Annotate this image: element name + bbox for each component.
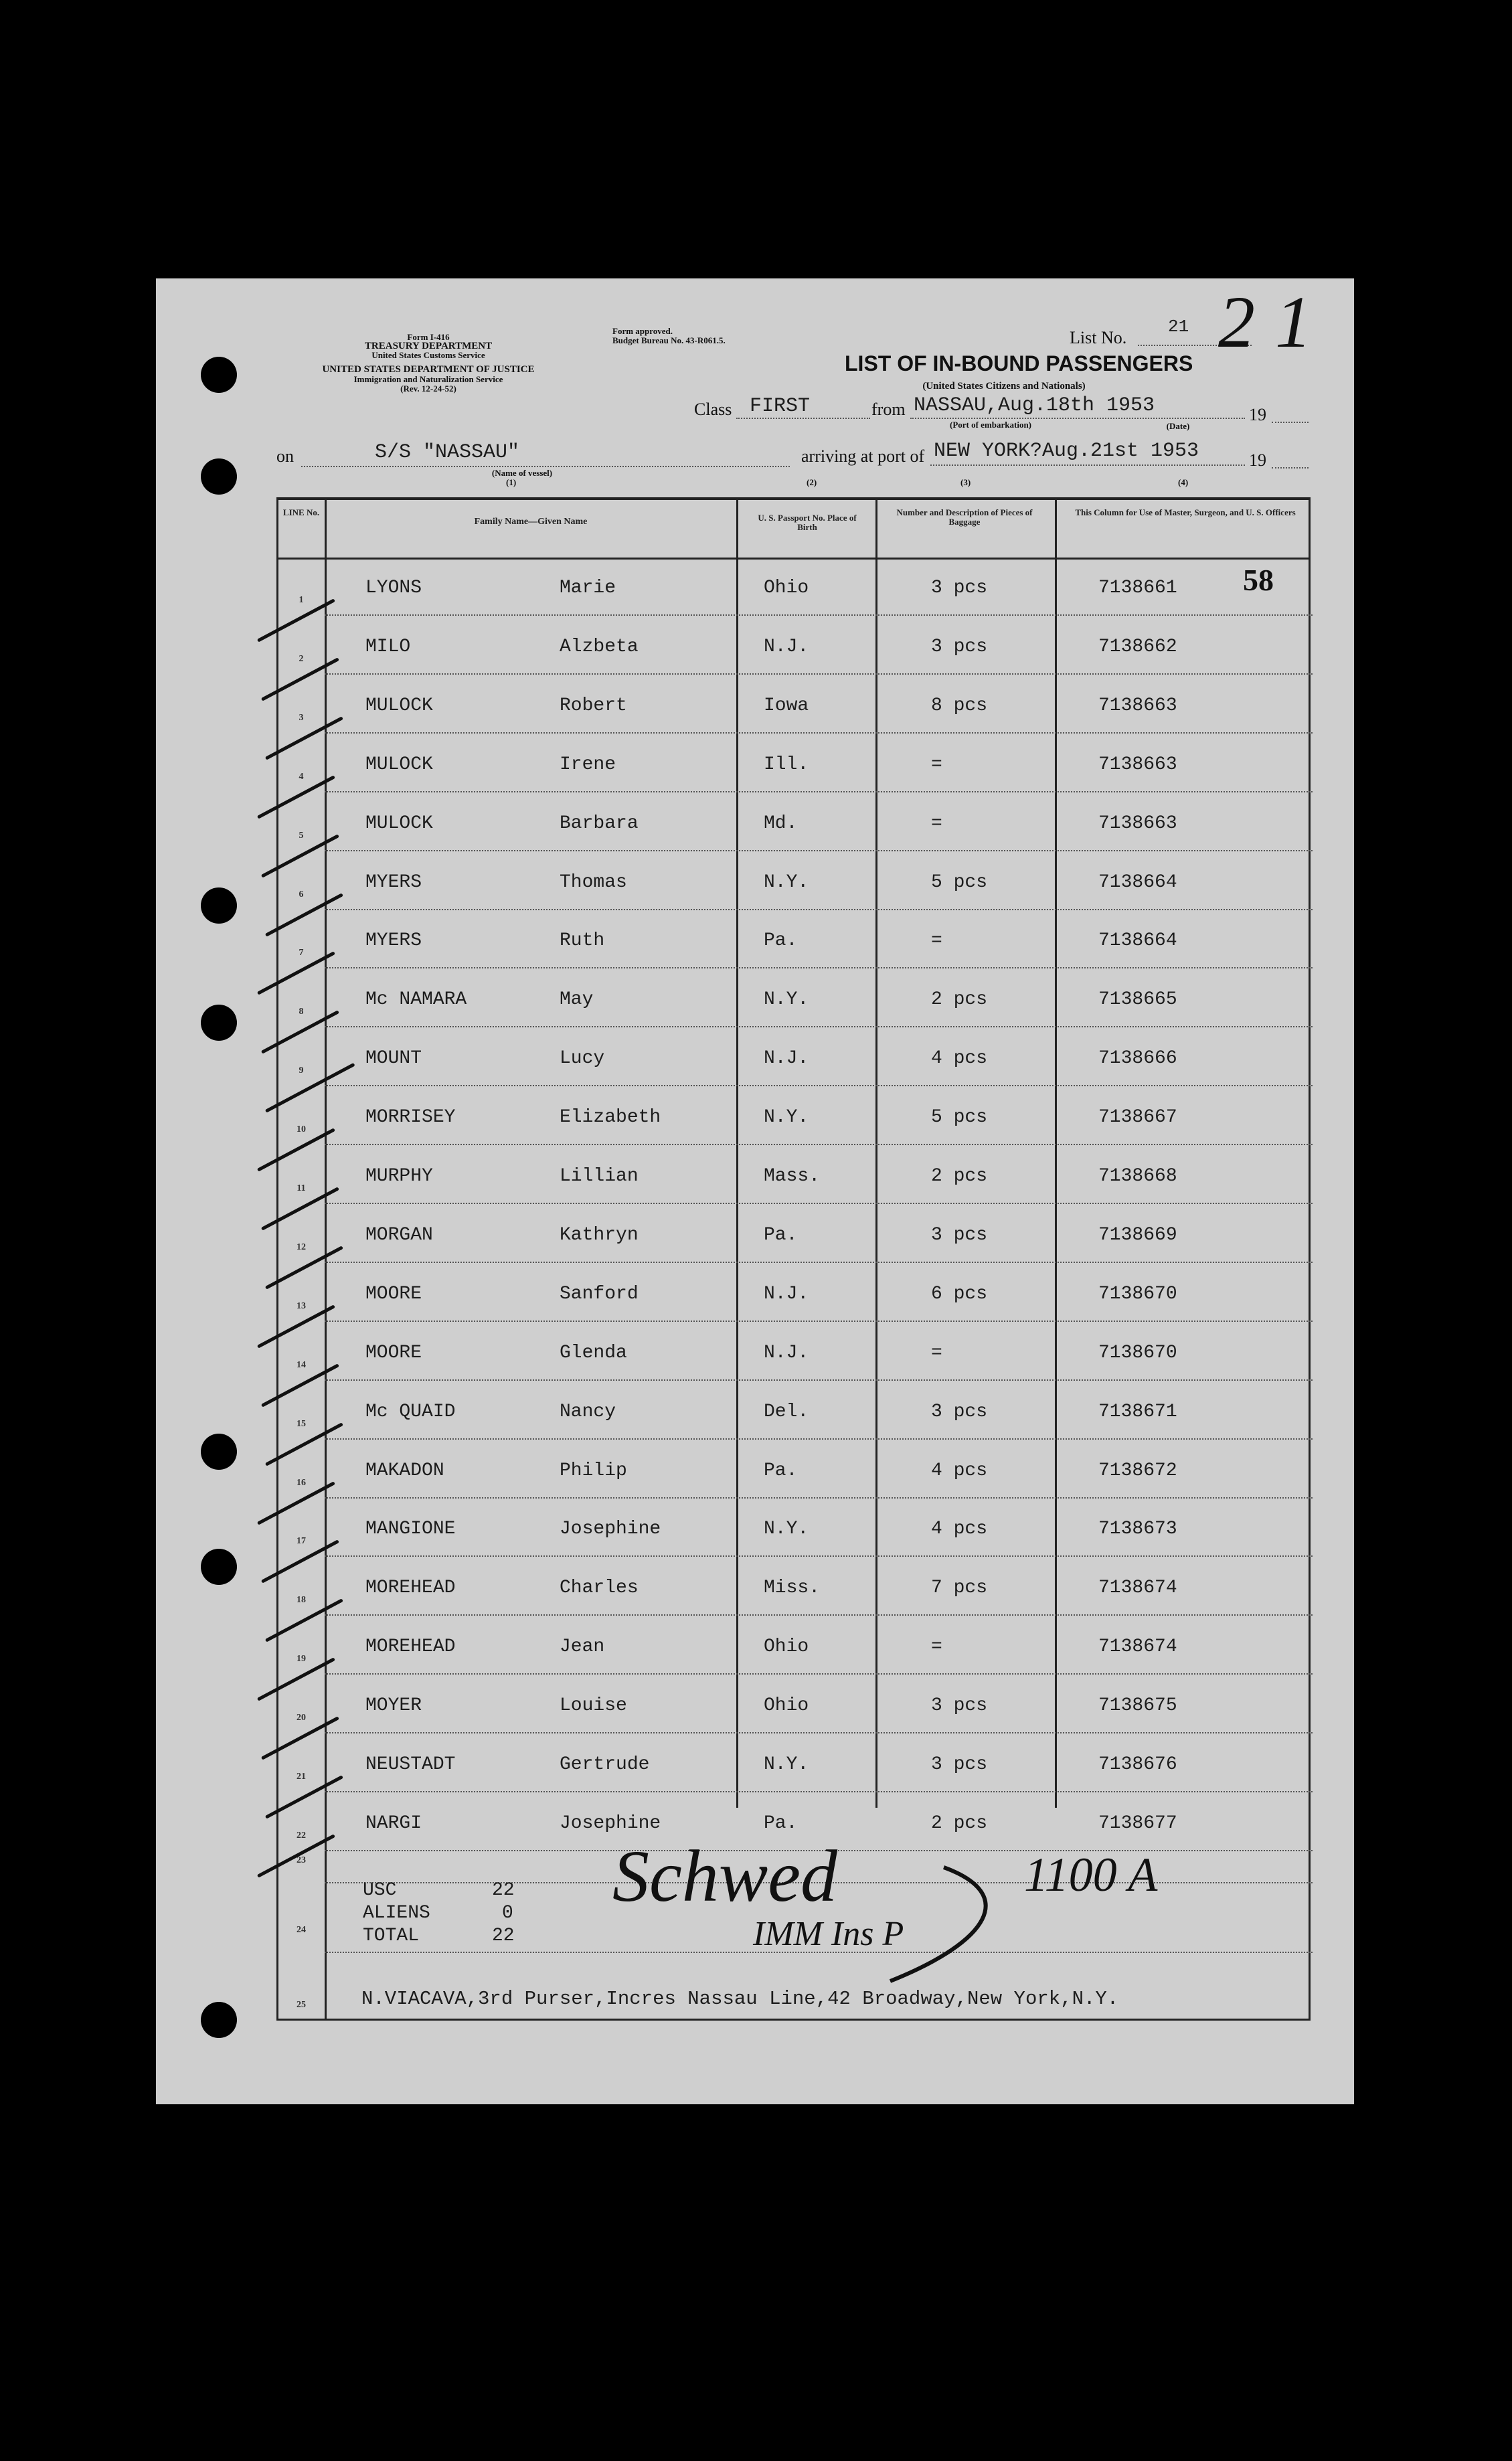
line-number: 20	[297, 1713, 306, 1723]
passenger-number: 7138666	[1098, 1048, 1177, 1070]
baggage: 4 pcs	[931, 1048, 988, 1070]
passenger-number: 7138675	[1098, 1695, 1177, 1717]
punch-hole	[201, 357, 237, 393]
baggage: 3 pcs	[931, 1401, 988, 1422]
arrival-year-label: 19	[1249, 450, 1266, 470]
form-subtitle: (United States Citizens and Nationals)	[922, 381, 1086, 392]
table-row	[278, 1087, 1313, 1145]
passenger-number: 7138670	[1098, 1283, 1177, 1304]
place-of-birth: Pa.	[764, 1224, 798, 1246]
line-number: 23	[297, 1855, 306, 1865]
family-name: MOREHEAD	[365, 1578, 456, 1599]
table-row	[278, 969, 1313, 1027]
given-name: Lucy	[560, 1048, 605, 1070]
family-name: NEUSTADT	[365, 1754, 456, 1775]
given-name: Marie	[560, 578, 616, 598]
table-row	[278, 910, 1313, 968]
passenger-number: 7138663	[1098, 754, 1177, 775]
given-name: Thomas	[560, 871, 627, 893]
baggage: 5 pcs	[931, 871, 988, 893]
line-number: 1	[299, 595, 304, 605]
baggage: 3 pcs	[931, 578, 988, 598]
arriving-label: arriving at port of	[801, 446, 925, 466]
baggage: 2 pcs	[931, 1812, 988, 1834]
place-of-birth: Pa.	[764, 930, 798, 952]
handwritten-annotation: 1100 A	[1024, 1848, 1158, 1901]
passenger-number: 7138664	[1098, 930, 1177, 952]
col-mark-3: (3)	[960, 477, 971, 487]
table-row	[278, 1557, 1313, 1616]
line-number: 13	[297, 1300, 306, 1311]
line-number: 17	[297, 1536, 306, 1547]
place-of-birth: Del.	[764, 1401, 809, 1422]
line-number: 14	[297, 1359, 306, 1370]
family-name: MOYER	[365, 1695, 422, 1717]
family-name: MULOCK	[365, 695, 433, 716]
line-number: 22	[297, 1830, 306, 1841]
table-row	[278, 616, 1313, 675]
from-value: NASSAU,Aug.18th 1953	[914, 394, 1155, 417]
passenger-number: 7138662	[1098, 636, 1177, 657]
passenger-number: 7138671	[1098, 1401, 1177, 1422]
col-mark-2: (2)	[807, 477, 817, 487]
place-of-birth: N.J.	[764, 1048, 809, 1070]
line-number: 9	[299, 1066, 304, 1076]
family-name: Mc NAMARA	[365, 989, 467, 1011]
table-row	[278, 1028, 1313, 1086]
table-row	[278, 675, 1313, 734]
passenger-number: 7138676	[1098, 1754, 1177, 1775]
family-name: MOUNT	[365, 1048, 422, 1070]
col-header-officers: This Column for Use of Master, Surgeon, and U. S. Officers	[1075, 507, 1296, 517]
table-row	[278, 1146, 1313, 1204]
passenger-number: 7138664	[1098, 871, 1177, 893]
table-row	[278, 1675, 1313, 1733]
line-number: 11	[297, 1183, 306, 1193]
family-name: MYERS	[365, 930, 422, 952]
place-of-birth: Pa.	[764, 1812, 798, 1834]
punch-hole	[201, 2002, 237, 2038]
col-header-line: LINE No.	[282, 507, 320, 517]
place-of-birth: Mass.	[764, 1166, 821, 1187]
baggage: =	[931, 1342, 942, 1363]
line-number: 21	[297, 1772, 306, 1782]
given-name: May	[560, 989, 594, 1011]
given-name: Louise	[560, 1695, 627, 1717]
place-of-birth: Md.	[764, 813, 798, 834]
line-number: 2	[299, 653, 304, 664]
family-name: MORGAN	[365, 1224, 433, 1246]
baggage: 4 pcs	[931, 1460, 988, 1481]
col-mark-1: (1)	[506, 477, 517, 487]
family-name: LYONS	[365, 578, 422, 598]
total-label: TOTAL	[363, 1926, 420, 1946]
given-name: Jean	[560, 1636, 605, 1658]
table-row	[278, 1616, 1313, 1675]
line-number: 8	[299, 1007, 304, 1017]
family-name: Mc QUAID	[365, 1401, 456, 1422]
place-of-birth: N.Y.	[764, 989, 809, 1011]
given-name: Ruth	[560, 930, 605, 952]
baggage: 3 pcs	[931, 636, 988, 657]
class-value: FIRST	[750, 395, 811, 418]
vessel-name: S/S "NASSAU"	[375, 441, 520, 464]
port-embark-label: (Port of embarkation)	[949, 420, 1032, 430]
line-number: 15	[297, 1418, 306, 1429]
table-row	[278, 1323, 1313, 1381]
form-number: Form I-416	[407, 332, 450, 342]
aliens-count: 0	[502, 1903, 513, 1924]
form-approved: Form approved.	[612, 326, 673, 336]
signature: Schwed	[612, 1835, 838, 1917]
list-no-value: 21	[1168, 317, 1189, 337]
family-name: MOORE	[365, 1283, 422, 1304]
punch-hole	[201, 458, 237, 495]
given-name: Josephine	[560, 1812, 661, 1834]
place-of-birth: Ohio	[764, 1695, 809, 1717]
usc-count: 22	[492, 1880, 515, 1901]
handwritten-list-no: 21	[1218, 281, 1332, 363]
passenger-number: 7138672	[1098, 1460, 1177, 1481]
col-mark-4: (4)	[1178, 477, 1189, 487]
justice-department: UNITED STATES DEPARTMENT OF JUSTICE	[322, 364, 535, 375]
vessel-label: (Name of vessel)	[491, 468, 553, 478]
baggage: =	[931, 813, 942, 834]
form-revision: (Rev. 12-24-52)	[400, 384, 456, 394]
passenger-table	[276, 497, 1311, 2021]
table-row	[278, 1264, 1313, 1322]
passenger-number: 7138665	[1098, 989, 1177, 1011]
extra-row	[278, 1953, 1313, 2021]
given-name: Lillian	[560, 1166, 639, 1187]
punch-hole	[201, 1549, 237, 1585]
line-number: 12	[297, 1242, 306, 1252]
baggage: 4 pcs	[931, 1519, 988, 1540]
passenger-number: 7138661	[1098, 578, 1177, 598]
baggage: 3 pcs	[931, 1754, 988, 1775]
family-name: MURPHY	[365, 1166, 433, 1187]
line-number: 3	[299, 712, 304, 723]
customs-service: United States Customs Service	[371, 350, 485, 360]
given-name: Alzbeta	[560, 636, 639, 657]
baggage: 7 pcs	[931, 1578, 988, 1599]
passenger-number: 7138663	[1098, 813, 1177, 834]
given-name: Gertrude	[560, 1754, 650, 1775]
place-of-birth: Ill.	[764, 754, 809, 775]
place-of-birth: N.J.	[764, 636, 809, 657]
page-mark: 58	[1243, 563, 1274, 597]
usc-label: USC	[363, 1880, 397, 1901]
line-number: 16	[297, 1477, 306, 1488]
family-name: MORRISEY	[365, 1107, 456, 1128]
table-row	[278, 734, 1313, 792]
table-row	[278, 1440, 1313, 1499]
given-name: Charles	[560, 1578, 639, 1599]
family-name: MULOCK	[365, 754, 433, 775]
given-name: Irene	[560, 754, 616, 775]
given-name: Philip	[560, 1460, 627, 1481]
table-row	[278, 1381, 1313, 1440]
budget-bureau: Budget Bureau No. 43-R061.5.	[612, 335, 726, 345]
place-of-birth: N.Y.	[764, 1754, 809, 1775]
col-header-name: Family Name—Given Name	[474, 517, 588, 527]
form-title: LIST OF IN-BOUND PASSENGERS	[845, 351, 1193, 375]
baggage: 2 pcs	[931, 989, 988, 1011]
given-name: Kathryn	[560, 1224, 639, 1246]
passenger-number: 7138677	[1098, 1812, 1177, 1834]
given-name: Nancy	[560, 1401, 616, 1422]
given-name: Josephine	[560, 1519, 661, 1540]
table-row	[278, 793, 1313, 851]
signature-flourish	[863, 1854, 1024, 1988]
family-name: NARGI	[365, 1812, 422, 1834]
table-row	[278, 852, 1313, 910]
passenger-number: 7138668	[1098, 1166, 1177, 1187]
place-of-birth: Ohio	[764, 578, 809, 598]
line-number: 25	[297, 2000, 306, 2010]
family-name: MULOCK	[365, 813, 433, 834]
line-number: 24	[297, 1925, 306, 1935]
line-number: 19	[297, 1654, 306, 1665]
family-name: MAKADON	[365, 1460, 444, 1481]
punch-hole	[201, 887, 237, 924]
place-of-birth: Ohio	[764, 1636, 809, 1658]
purser-line: N.VIACAVA,3rd Purser,Incres Nassau Line,42 Broadway,New York,N.Y.	[361, 1988, 1119, 2010]
table-row	[278, 1499, 1313, 1557]
place-of-birth: Miss.	[764, 1578, 821, 1599]
handwritten-annotation: IMM Ins P	[753, 1915, 904, 1953]
baggage: 3 pcs	[931, 1224, 988, 1246]
family-name: MYERS	[365, 871, 422, 893]
passenger-number: 7138674	[1098, 1636, 1177, 1658]
given-name: Sanford	[560, 1283, 639, 1304]
arrival-value: NEW YORK?Aug.21st 1953	[934, 440, 1199, 462]
baggage: 3 pcs	[931, 1695, 988, 1717]
line-number: 5	[299, 830, 304, 841]
table-row	[278, 558, 1313, 616]
list-no-label: List No.	[1070, 328, 1127, 347]
treasury-department: TREASURY DEPARTMENT	[364, 341, 493, 351]
family-name: MANGIONE	[365, 1519, 456, 1540]
punch-hole	[201, 1434, 237, 1470]
line-number: 7	[299, 948, 304, 958]
on-label: on	[276, 446, 294, 466]
table-row	[278, 1205, 1313, 1263]
given-name: Robert	[560, 695, 627, 716]
passenger-number: 7138667	[1098, 1107, 1177, 1128]
place-of-birth: N.Y.	[764, 1107, 809, 1128]
table-row	[278, 1734, 1313, 1792]
date-label: (Date)	[1166, 421, 1190, 431]
passenger-number: 7138670	[1098, 1342, 1177, 1363]
place-of-birth: N.Y.	[764, 871, 809, 893]
given-name: Barbara	[560, 813, 639, 834]
aliens-label: ALIENS	[363, 1903, 430, 1924]
passenger-number: 7138674	[1098, 1578, 1177, 1599]
punch-hole	[201, 1005, 237, 1041]
year-label: 19	[1249, 405, 1266, 424]
baggage: 5 pcs	[931, 1107, 988, 1128]
col-header-passport: U. S. Passport No. Place of Birth	[758, 513, 857, 532]
given-name: Elizabeth	[560, 1107, 661, 1128]
passenger-number: 7138663	[1098, 695, 1177, 716]
passenger-number: 7138669	[1098, 1224, 1177, 1246]
baggage: =	[931, 754, 942, 775]
family-name: MILO	[365, 636, 411, 657]
baggage: =	[931, 1636, 942, 1658]
family-name: MOORE	[365, 1342, 422, 1363]
col-header-baggage: Number and Description of Pieces of Baggage	[896, 507, 1033, 527]
place-of-birth: N.Y.	[764, 1519, 809, 1540]
baggage: 6 pcs	[931, 1283, 988, 1304]
place-of-birth: Pa.	[764, 1460, 798, 1481]
immigration-service: Immigration and Naturalization Service	[353, 374, 503, 384]
class-label: Class	[694, 400, 732, 419]
place-of-birth: N.J.	[764, 1342, 809, 1363]
given-name: Glenda	[560, 1342, 627, 1363]
passenger-number: 7138673	[1098, 1519, 1177, 1540]
line-number: 4	[299, 771, 304, 782]
place-of-birth: N.J.	[764, 1283, 809, 1304]
baggage: =	[931, 930, 942, 952]
place-of-birth: Iowa	[764, 695, 809, 716]
baggage: 8 pcs	[931, 695, 988, 716]
line-number: 18	[297, 1595, 306, 1606]
family-name: MOREHEAD	[365, 1636, 456, 1658]
from-label: from	[871, 400, 906, 419]
total-count: 22	[492, 1926, 515, 1946]
line-number: 6	[299, 889, 304, 900]
baggage: 2 pcs	[931, 1166, 988, 1187]
line-number: 10	[297, 1124, 306, 1135]
